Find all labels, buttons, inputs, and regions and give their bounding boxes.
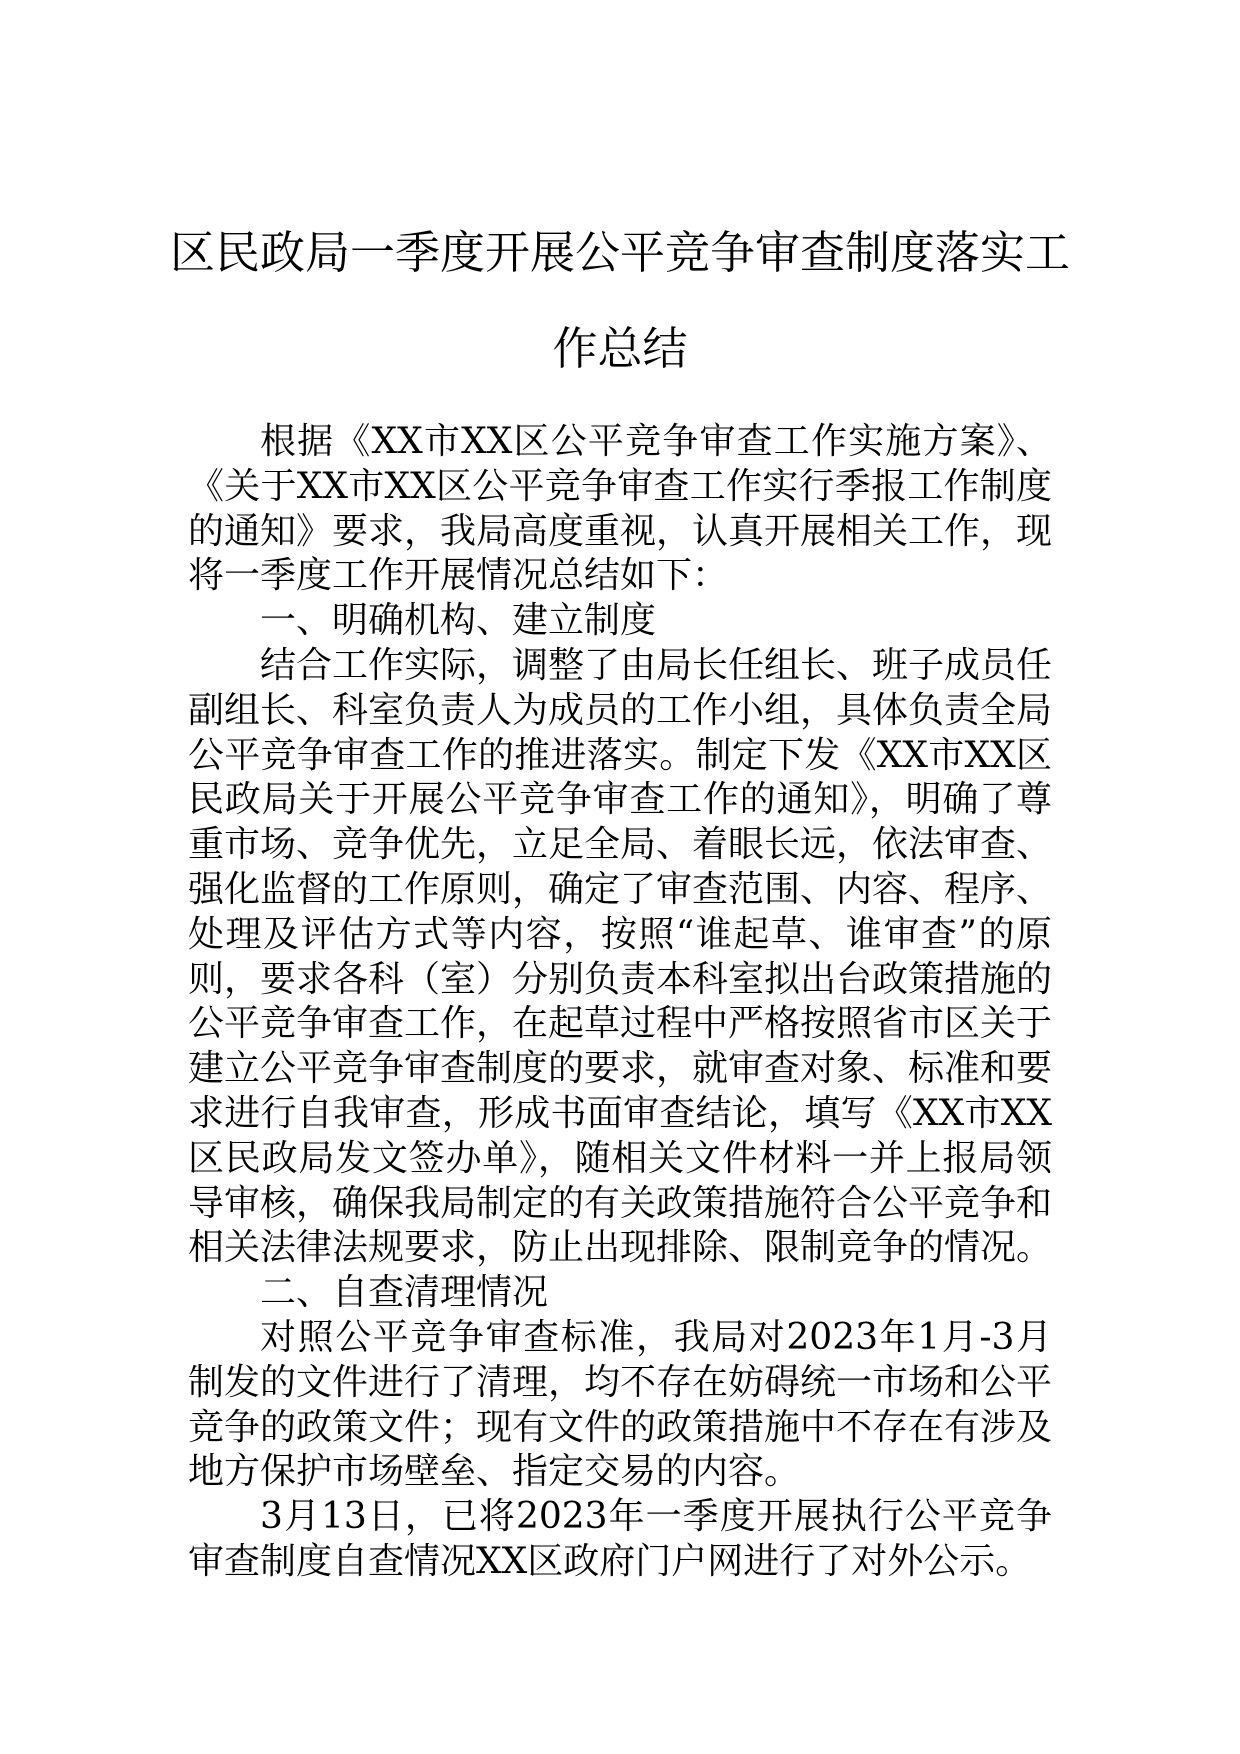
section-2-paragraph: 对照公平竞争审查标准，我局对2023年1月-3月制发的文件进行了清理，均不存在妨碍统一市场和公平竞争的政策文件；现有文件的政策措施中不存在有涉及地方保护市场壁垒、指定交易的内容。	[188, 1316, 1053, 1493]
section-1-paragraph: 结合工作实际，调整了由局长任组长、班子成员任副组长、科室负责人为成员的工作小组，具体负责全局公平竞争审查工作的推进落实。制定下发《XX市XX区民政局关于开展公平竞争审查工作的通知》，明确了尊重市场、竞争优先，立足全局、着眼长远，依法审查、强化监督的工作原则，确定了审查范围、内容、程序、处理及评估方式等内容，按照“谁起草、谁审查”的原则，要求各科（室）分别负责本科室拟出台政策措施的公平竞争审查工作，在起草过程中严格按照省市区关于建立公平竞争审查制度的要求，就审查对象、标准和要求进行自我审查，形成书面审查结论，填写《XX市XX区民政局发文签办单》，随相关文件材料一并上报局领导审核，确保我局制定的有关政策措施符合公平竞争和相关法律法规要求，防止出现排除、限制竞争的情况。	[188, 644, 1053, 1269]
document-body	[188, 420, 1052, 1585]
closing-paragraph: 3月13日，已将2023年一季度开展执行公平竞争审查制度自查情况XX区政府门户网进行了对外公示。	[188, 1496, 1052, 1582]
document-title: 区民政局一季度开展公平竞争审查制度落实工作总结	[169, 226, 1070, 375]
intro-paragraph: 根据《XX市XX区公平竞争审查工作实施方案》、《关于XX市XX区公平竞争审查工作实行季报工作制度的通知》要求，我局高度重视，认真开展相关工作，现将一季度工作开展情况总结如下：	[188, 421, 1053, 597]
section-heading-2: 二、自查清理情况	[260, 1272, 549, 1314]
section-heading-1: 一、明确机构、建立制度	[260, 600, 657, 642]
